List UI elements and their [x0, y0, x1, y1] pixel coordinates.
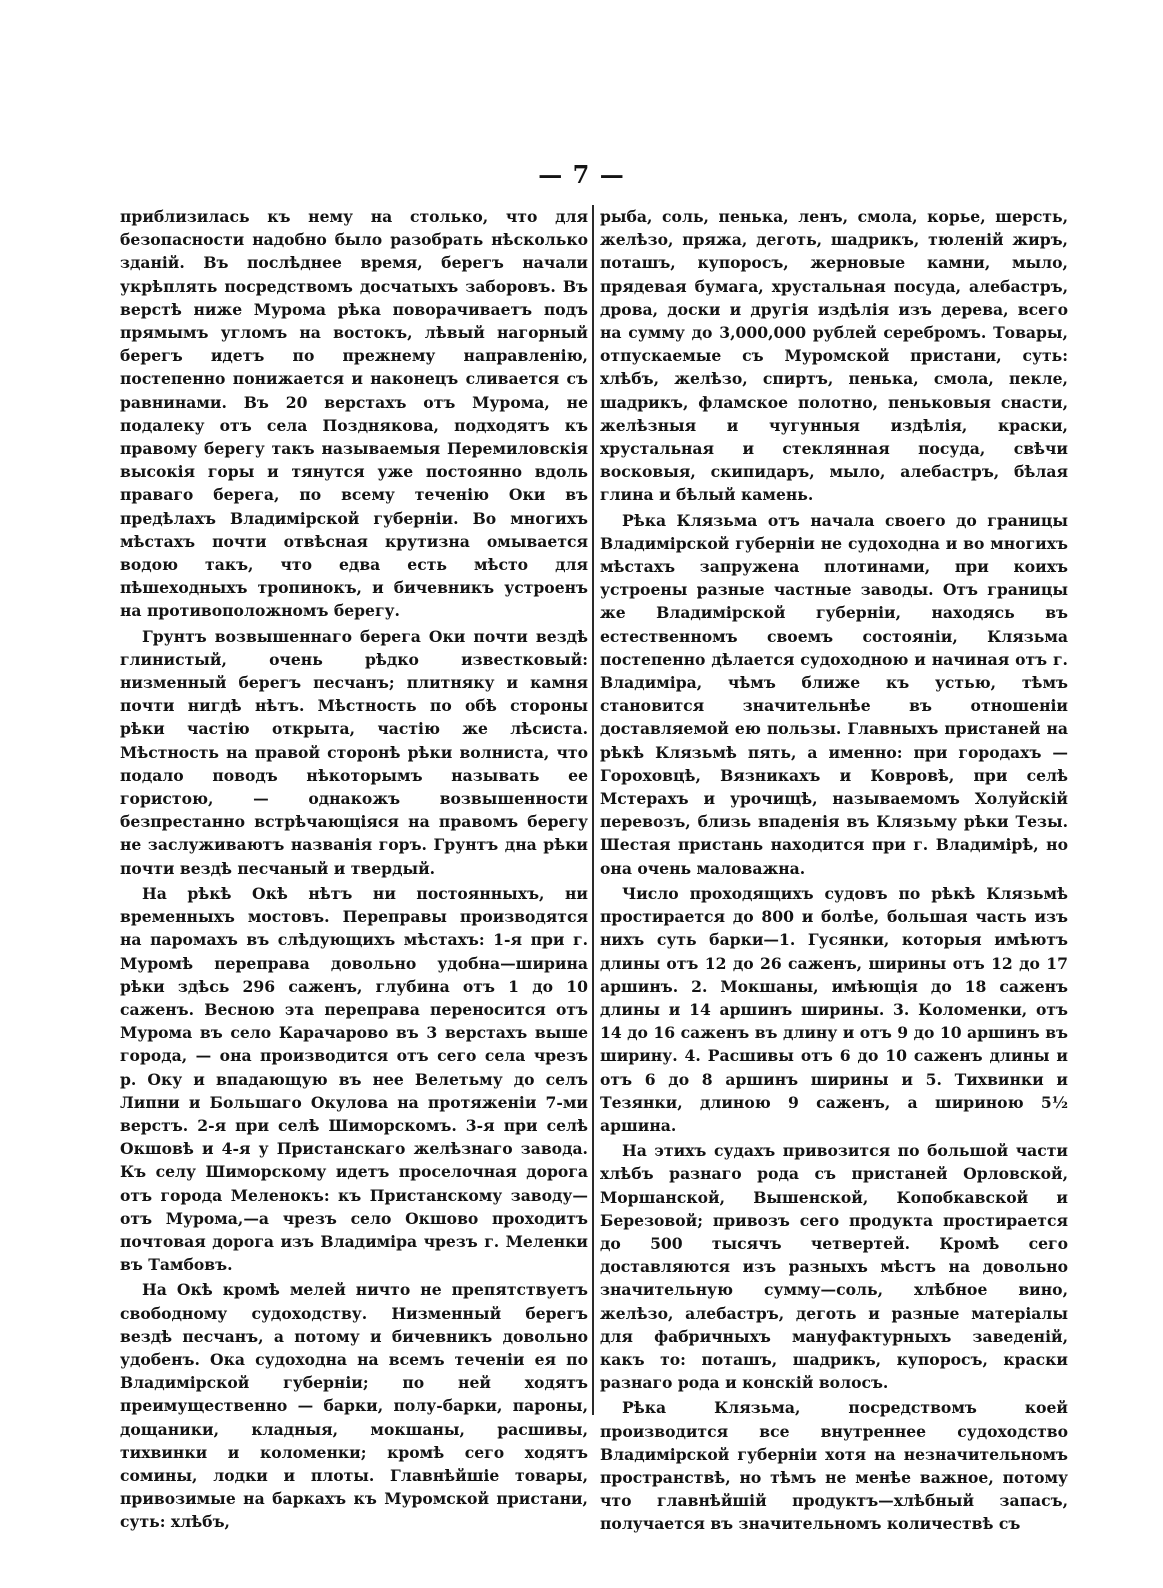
paragraph: Рѣка Клязьма отъ начала своего до границы Владимірской губерніи не судоходна и во многихъ мѣстахъ запружена плотинами, при коихъ устроены разные частные заводы. Отъ границы же Владимірской губерніи, находясь въ естественномъ своемъ состояніи, Клязьма постепенно дѣлается судоходною и начиная отъ г. Владиміра, чѣмъ ближе къ устью, тѣмъ становится значительнѣе въ отношеніи доставляемой ею пользы. Главныхъ пристаней на рѣкѣ Клязьмѣ пять, а именно: при городахъ — Гороховцѣ, Вязникахъ и Ковровѣ, при селѣ Мстерахъ и урочищѣ, называемомъ Холуйскій перевозъ, близь впаденія въ Клязьму рѣки Тезы. Шестая пристань находится при г. Владимірѣ, но она очень маловажна.: [600, 510, 1068, 878]
paragraph: рыба, соль, пенька, ленъ, смола, корье, шерсть, желѣзо, пряжа, деготь, шадрикъ, тюленій жиръ, поташъ, купоросъ, жерновые камни, мыло, прядевая бумага, хрустальная посуда, алебастръ, дрова, доски и другія издѣлія изъ дерева, всего на сумму до 3,000,000 рублей серебромъ. Товары, отпускаемые съ Муромской пристани, суть: хлѣбъ, желѣзо, спиртъ, пенька, смола, пекле, шадрикъ, фламское полотно, пеньковыя снасти, желѣзныя и чугунныя издѣлія, краски, хрустальная и стеклянная посуда, свѣчи восковыя, скипидаръ, мыло, алебастръ, бѣлая глина и бѣлый камень.: [600, 207, 1068, 505]
left-column: [120, 205, 588, 1536]
paragraph: Число проходящихъ судовъ по рѣкѣ Клязьмѣ простирается до 800 и болѣе, большая часть изъ нихъ суть барки—1. Гусянки, которыя имѣютъ длины отъ 12 до 26 саженъ, ширины отъ 12 до 17 аршинъ. 2. Мокшаны, имѣющія до 18 саженъ длины и 14 аршинъ ширины. 3. Коломенки, отъ 14 до 16 саженъ въ длину и отъ 9 до 10 аршинъ въ ширину. 4. Расшивы отъ 6 до 10 саженъ длины и отъ 6 до 8 аршинъ ширины и 5. Тихвинки и Тезянки, длиною 9 саженъ, а шириною 5½ аршина.: [600, 883, 1068, 1135]
paragraph: На Окѣ кромѣ мелей ничто не препятствуетъ свободному судоходству. Низменный берегъ вездѣ песчанъ, а потому и бичевникъ довольно удобенъ. Ока судоходна на всемъ теченіи ея по Владимірской губерніи; по ней ходятъ преимущественно — барки, полу-барки, пароны, дощаники, кладныя, мокшаны, расшивы, тихвинки и коломенки; кромѣ сего ходятъ сомины, лодки и плоты. Главнѣйшіе товары, привозимые на баркахъ къ Муромской пристани, суть: хлѣбъ,: [120, 1280, 588, 1532]
paragraph: На этихъ судахъ привозится по большой части хлѣбъ разнаго рода съ пристаней Орловской, Моршанской, Вышенской, Копобкавской и Березовой; привозъ сего продукта простирается до 500 тысячъ четвертей. Кромѣ сего доставляются изъ разныхъ мѣстъ на довольно значительную сумму—соль, хлѣбное вино, желѣзо, алебастръ, деготь и разные матеріалы для фабричныхъ мануфактурныхъ заведеній, какъ то: поташъ, шадрикъ, купоросъ, краски разнаго рода и конскій волосъ.: [600, 1141, 1068, 1393]
page-number: — 7 —: [538, 160, 625, 189]
paragraph: На рѣкѣ Окѣ нѣтъ ни постоянныхъ, ни временныхъ мостовъ. Переправы производятся на паромахъ въ слѣдующихъ мѣстахъ: 1-я при г. Муромѣ переправа довольно удобна—ширина рѣки здѣсь 296 саженъ, глубина отъ 1 до 10 саженъ. Весною эта переправа переносится отъ Мурома въ село Карачарово въ 3 верстахъ выше города, — она производится отъ сего села чрезъ р. Оку и впадающую въ нее Велетьму до селъ Липни и Большаго Окулова на протяженіи 7-ми верстъ. 2-я при селѣ Шиморскомъ. 3-я при селѣ Окшовѣ и 4-я у Пристанскаго желѣзнаго завода. Къ селу Шиморскому идетъ проселочная дорога отъ города Меленокъ: къ Пристанскому заводу—отъ Мурома,—а чрезъ село Окшово проходитъ почтовая дорога изъ Владиміра чрезъ г. Меленки въ Тамбовъ.: [120, 883, 588, 1275]
paragraph: приблизилась къ нему на столько, что для безопасности надобно было разобрать нѣсколько зданій. Въ послѣднее время, берегъ начали укрѣплять посредствомъ досчатыхъ заборовъ. Въ верстѣ ниже Мурома рѣка поворачиваетъ подъ прямымъ угломъ на востокъ, лѣвый нагорный берегъ идетъ по прежнему направленію, постепенно понижается и наконецъ сливается съ равнинами. Въ 20 верстахъ отъ Мурома, не подалеку отъ села Позднякова, подходятъ къ правому берегу такъ называемыя Перемиловскія высокія горы и тянутся уже постоянно вдоль праваго берега, по всему теченію Оки въ предѣлахъ Владимірской губерніи. Во многихъ мѣстахъ почти отвѣсная крутизна омывается водою такъ, что едва есть мѣсто для пѣшеходныхъ тропинокъ, и бичевникъ устроенъ на противоположномъ берегу.: [120, 207, 588, 621]
paragraph: Рѣка Клязьма, посредствомъ коей производится все внутреннее судоходство Владимірской губерніи хотя на незначительномъ пространствѣ, но тѣмъ не менѣе важное, потому что главнѣйшій продуктъ—хлѣбный запасъ, получается въ значительномъ количествѣ съ: [600, 1398, 1068, 1534]
column-divider: [592, 205, 594, 1415]
right-column: [600, 205, 1068, 1538]
paragraph: Грунтъ возвышеннаго берега Оки почти вездѣ глинистый, очень рѣдко известковый: низменный берегъ песчанъ; плитняку и камня почти нигдѣ нѣтъ. Мѣстность по обѣ стороны рѣки частію открыта, частію же лѣсиста. Мѣстность на правой сторонѣ рѣки волниста, что подало поводъ нѣкоторымъ называть ее гористою, — однакожъ возвышенности безпрестанно встрѣчающіяся на правомъ берегу не заслуживаютъ названія горъ. Грунтъ дна рѣки почти вездѣ песчаный и твердый.: [120, 626, 588, 878]
